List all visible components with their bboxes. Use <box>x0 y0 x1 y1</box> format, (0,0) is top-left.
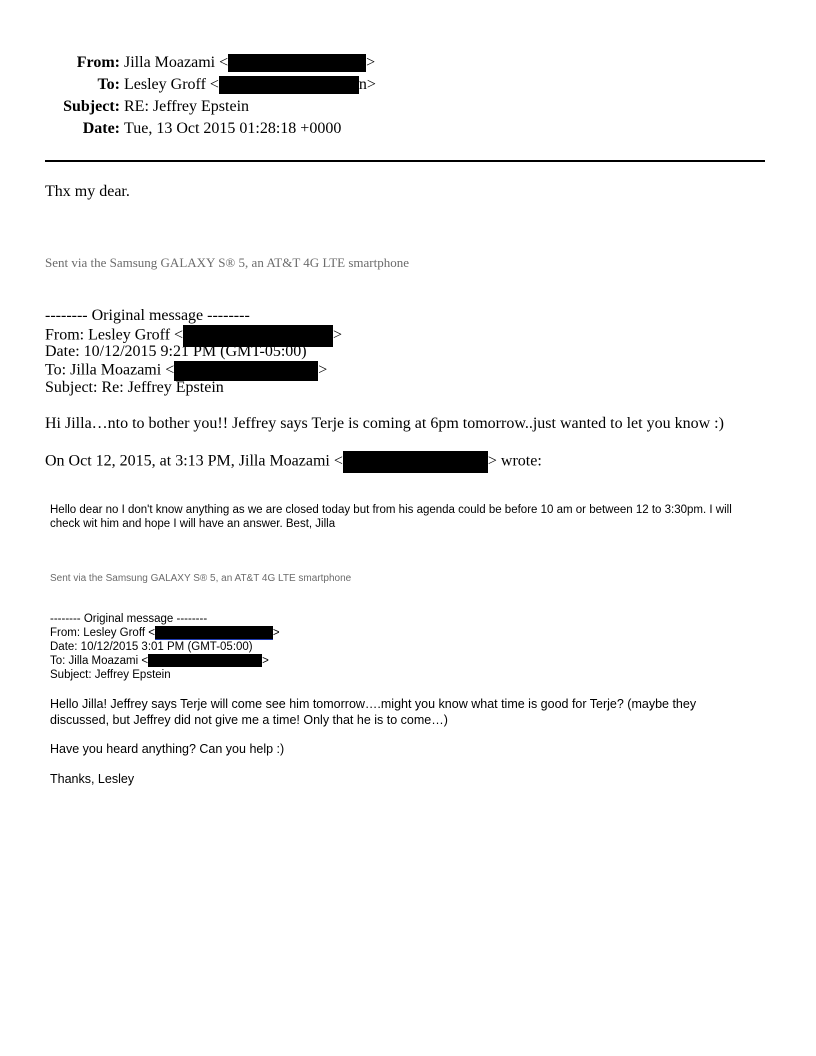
quote1-from-text: From: Lesley Groff < <box>45 326 184 344</box>
quote3-from-text: From: Lesley Groff < <box>50 627 155 640</box>
quote1-to-text: To: Jilla Moazami < <box>45 361 175 379</box>
quote3-date: Date: 10/12/2015 3:01 PM (GMT-05:00) <box>50 641 253 653</box>
redaction-box <box>228 54 366 72</box>
redaction-box <box>343 451 488 473</box>
quote3-subject: Subject: Jeffrey Epstein <box>50 669 171 681</box>
quote3-separator: -------- Original message -------- <box>50 613 208 625</box>
quote2-signature: Sent via the Samsung GALAXY S® 5, an AT&T 4G LTE smartphone <box>50 573 352 584</box>
quote3-question: Have you heard anything? Can you help :) <box>50 742 285 756</box>
from-label: From: <box>76 54 120 71</box>
quote1-wrote-suffix: > wrote: <box>487 452 542 470</box>
quote3-body-line1: Hello Jilla! Jeffrey says Terje will come see him tomorrow….might you know what time is good for Terje? (maybe they <box>50 697 697 711</box>
header-subject-row <box>0 97 816 119</box>
reply-body: Thx my dear. <box>45 183 130 200</box>
quote3-to <box>50 654 269 668</box>
quote2-body-line2: check wit him and hope I will have an answer. Best, Jilla <box>50 518 336 530</box>
from-name: Jilla Moazami < <box>124 54 229 71</box>
redaction-box <box>174 361 318 381</box>
subject-value: RE: Jeffrey Epstein <box>124 98 250 115</box>
quote3-to-text: To: Jilla Moazami < <box>50 655 149 667</box>
quote1-from-close: > <box>333 326 343 344</box>
from-close: > <box>366 54 376 71</box>
from-value <box>124 53 375 73</box>
quote3-body-line2: discussed, but Jeffrey did not give me a time! Only that he is to come…) <box>50 713 448 727</box>
redaction-box <box>155 626 273 640</box>
to-value <box>124 75 376 95</box>
quote1-subject: Subject: Re: Jeffrey Epstein <box>45 379 224 396</box>
header-divider <box>45 160 765 162</box>
to-close: n> <box>358 76 376 93</box>
redaction-box <box>219 76 359 94</box>
quote3-closing: Thanks, Lesley <box>50 772 135 786</box>
quote1-to-close: > <box>318 361 328 379</box>
to-name: Lesley Groff < <box>124 76 219 93</box>
quote3-from-close: > <box>272 627 280 640</box>
reply-signature: Sent via the Samsung GALAXY S® 5, an AT&T 4G LTE smartphone <box>45 255 409 270</box>
header-from-row <box>0 53 816 75</box>
quote3-to-close: > <box>262 655 269 667</box>
redaction-box <box>148 654 262 667</box>
quote2-body-line1: Hello dear no I don't know anything as we are closed today but from his agenda could be before 10 am or between 12 to 3:30pm. I will <box>50 504 732 516</box>
quote1-to <box>45 361 327 381</box>
date-value: Tue, 13 Oct 2015 01:28:18 +0000 <box>124 120 342 137</box>
quote1-wrote-prefix: On Oct 12, 2015, at 3:13 PM, Jilla Moazami < <box>45 452 343 470</box>
quote1-date: Date: 10/12/2015 9:21 PM (GMT-05:00) <box>45 343 307 360</box>
quote1-wrote-line <box>45 451 542 473</box>
to-label: To: <box>97 76 120 93</box>
quote1-body: Hi Jilla…nto to bother you!! Jeffrey says Terje is coming at 6pm tomorrow..just wanted to let you know :) <box>45 415 724 432</box>
header-date-row <box>0 119 816 141</box>
quote1-separator: -------- Original message -------- <box>45 307 250 324</box>
date-label: Date: <box>82 120 120 137</box>
quote3-from <box>50 626 280 640</box>
header-to-row <box>0 75 816 97</box>
subject-label: Subject: <box>63 98 120 115</box>
